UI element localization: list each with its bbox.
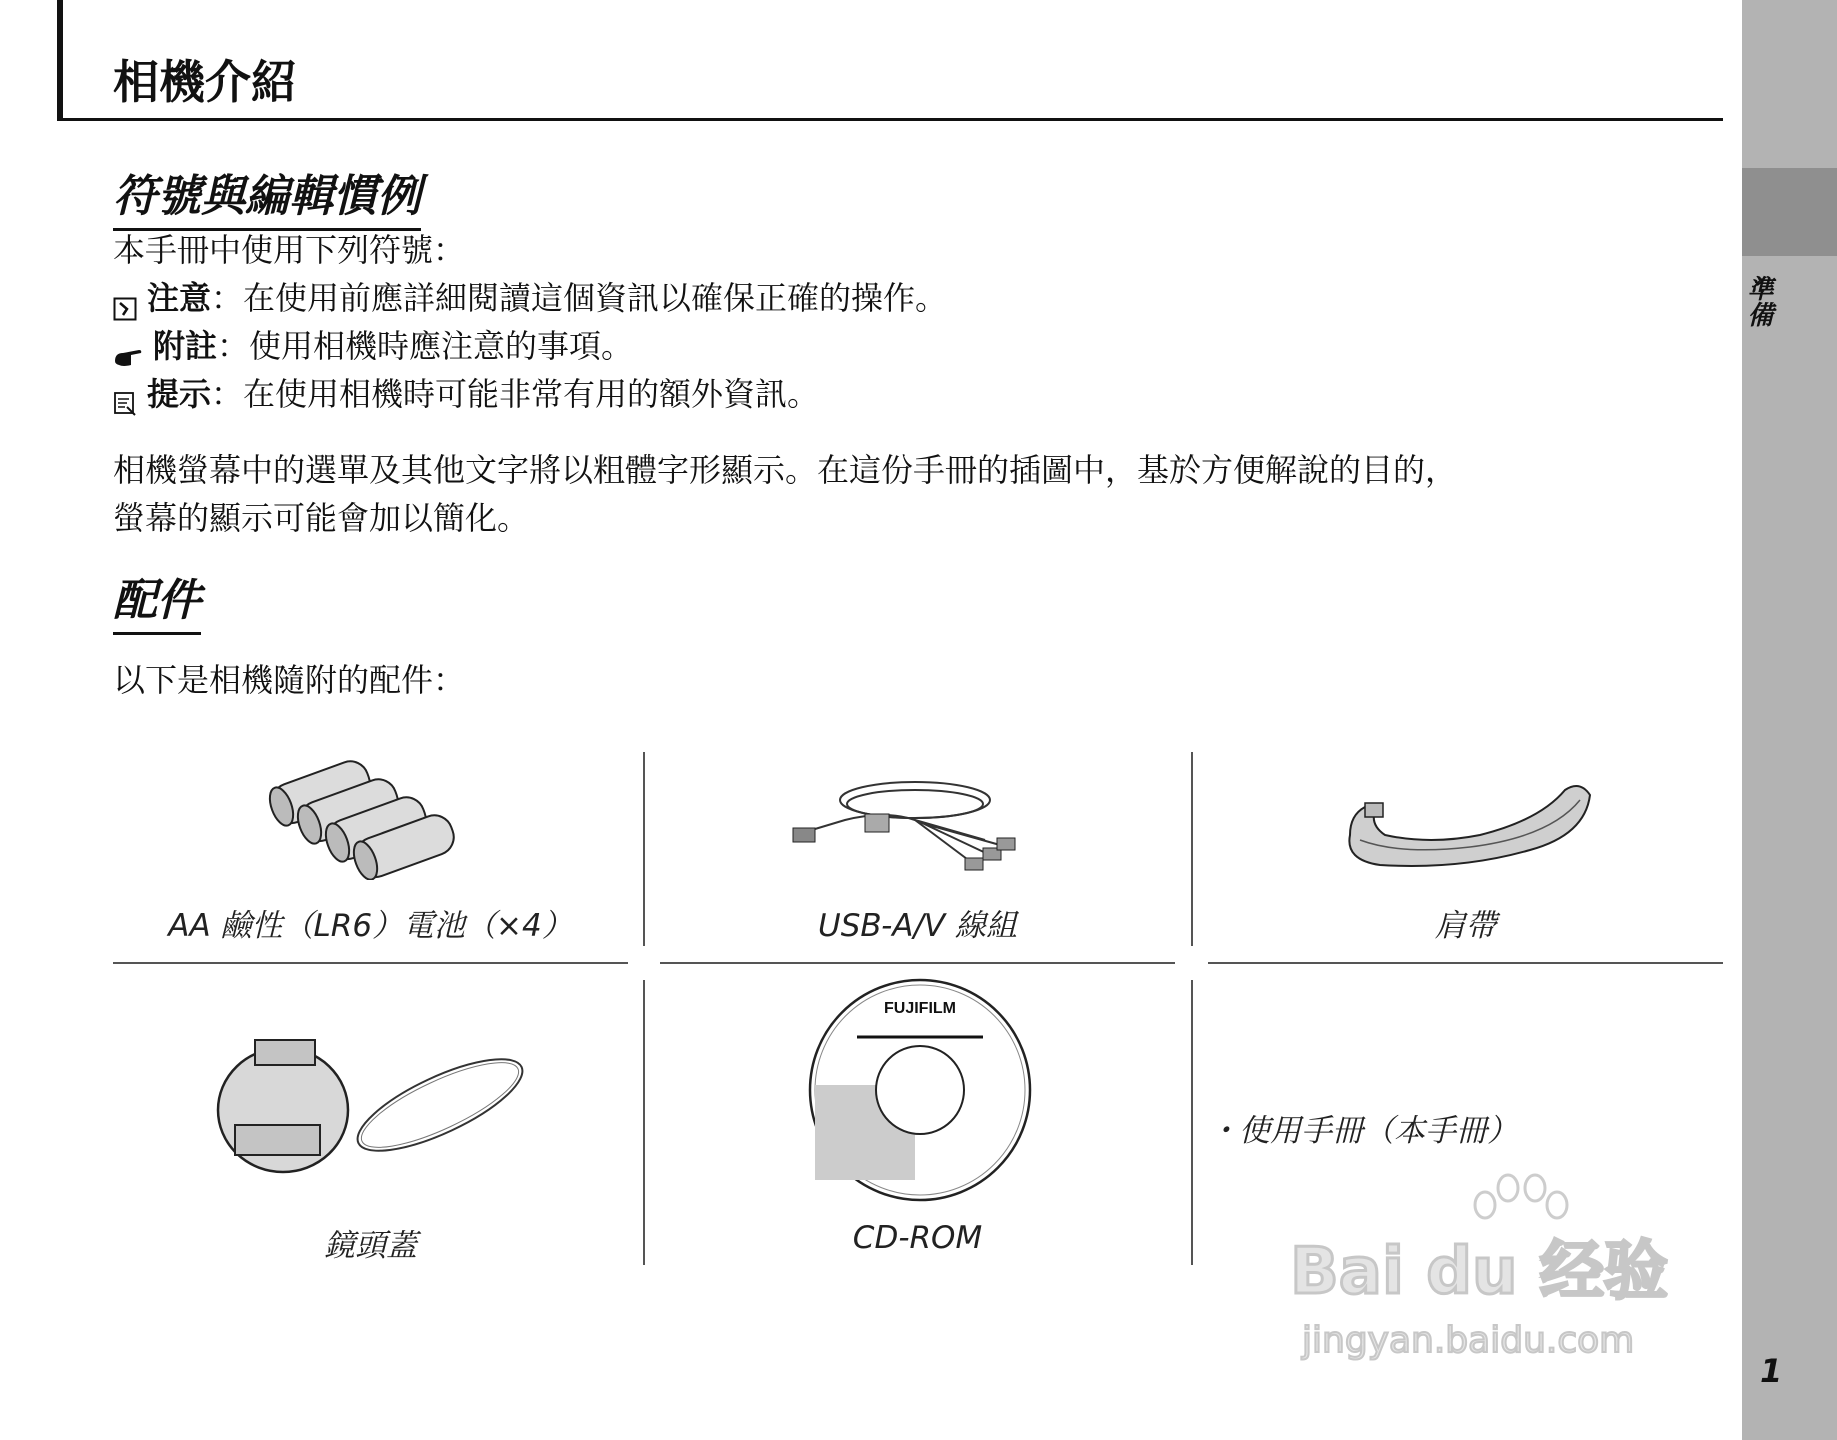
owners-manual-text: 使用手冊（本手冊）: [1239, 1113, 1518, 1149]
bullet-marker: ・: [1208, 1113, 1239, 1149]
conventions-paragraph-line-1: 相機螢幕中的選單及其他文字將以粗體字形顯示。在這份手冊的插圖中，基於方便解說的目的，: [113, 451, 1458, 489]
caution-label: 注意: [147, 279, 212, 317]
accessories-heading: 配件: [113, 564, 201, 635]
conventions-heading: 符號與編輯慣例: [113, 160, 421, 231]
grid-divider: [660, 962, 1175, 964]
grid-divider: [1208, 962, 1723, 964]
convention-item-caution: [113, 274, 947, 322]
cd-rom-icon: [805, 975, 1035, 1209]
pointing-hand-icon: [113, 334, 143, 358]
header-left-bar: [57, 0, 63, 120]
conventions-paragraph-line-2: 螢幕的顯示可能會加以簡化。: [113, 499, 530, 537]
grid-divider: [1191, 752, 1193, 946]
side-tab-label: 準備: [1743, 275, 1773, 327]
header-rule: [57, 118, 1723, 121]
caution-icon: [113, 286, 137, 310]
caption-batteries: AA 鹼性（LR6）電池（×4）: [168, 908, 573, 944]
tip-label: 提示: [147, 375, 212, 413]
caution-text: ：在使用前應詳細閱讀這個資訊以確保正確的操作。: [211, 279, 948, 317]
conventions-intro: 本手冊中使用下列符號：: [113, 231, 466, 269]
grid-divider: [113, 962, 628, 964]
shoulder-strap-icon: [1340, 765, 1600, 879]
owners-manual-item: [1208, 1105, 1518, 1150]
page-number: 1: [1760, 1352, 1783, 1390]
grid-divider: [643, 980, 645, 1265]
note-text: ：使用相機時應注意的事項。: [217, 327, 634, 365]
lens-cap-icon: [215, 1030, 535, 1184]
caption-lens-cap: 鏡頭蓋: [324, 1228, 417, 1264]
tip-text: ：在使用相機時可能非常有用的額外資訊。: [211, 375, 820, 413]
tip-icon: [113, 382, 137, 406]
page-title: 相機介紹: [113, 55, 297, 109]
caption-shoulder-strap: 肩帶: [1434, 908, 1497, 944]
batteries-icon: [255, 745, 495, 884]
caption-cd-rom: CD-ROM: [852, 1220, 983, 1256]
convention-item-note: [113, 322, 633, 370]
caption-usb-av-cable: USB-A/V 線組: [818, 908, 1017, 944]
grid-divider: [643, 752, 645, 946]
accessories-intro: 以下是相機隨附的配件：: [113, 661, 466, 699]
watermark-sub-text: jingyan.baidu.com: [1302, 1320, 1635, 1361]
cd-brand-text: FUJIFILM: [884, 1000, 956, 1017]
side-tab-active-marker: [1742, 168, 1837, 256]
usb-av-cable-icon: [785, 770, 1045, 884]
note-label: 附註: [153, 327, 218, 365]
convention-item-tip: [113, 370, 819, 418]
baidu-watermark: [1290, 1180, 1730, 1370]
grid-divider: [1191, 980, 1193, 1265]
watermark-main-text: Bai du 经验: [1290, 1235, 1668, 1309]
